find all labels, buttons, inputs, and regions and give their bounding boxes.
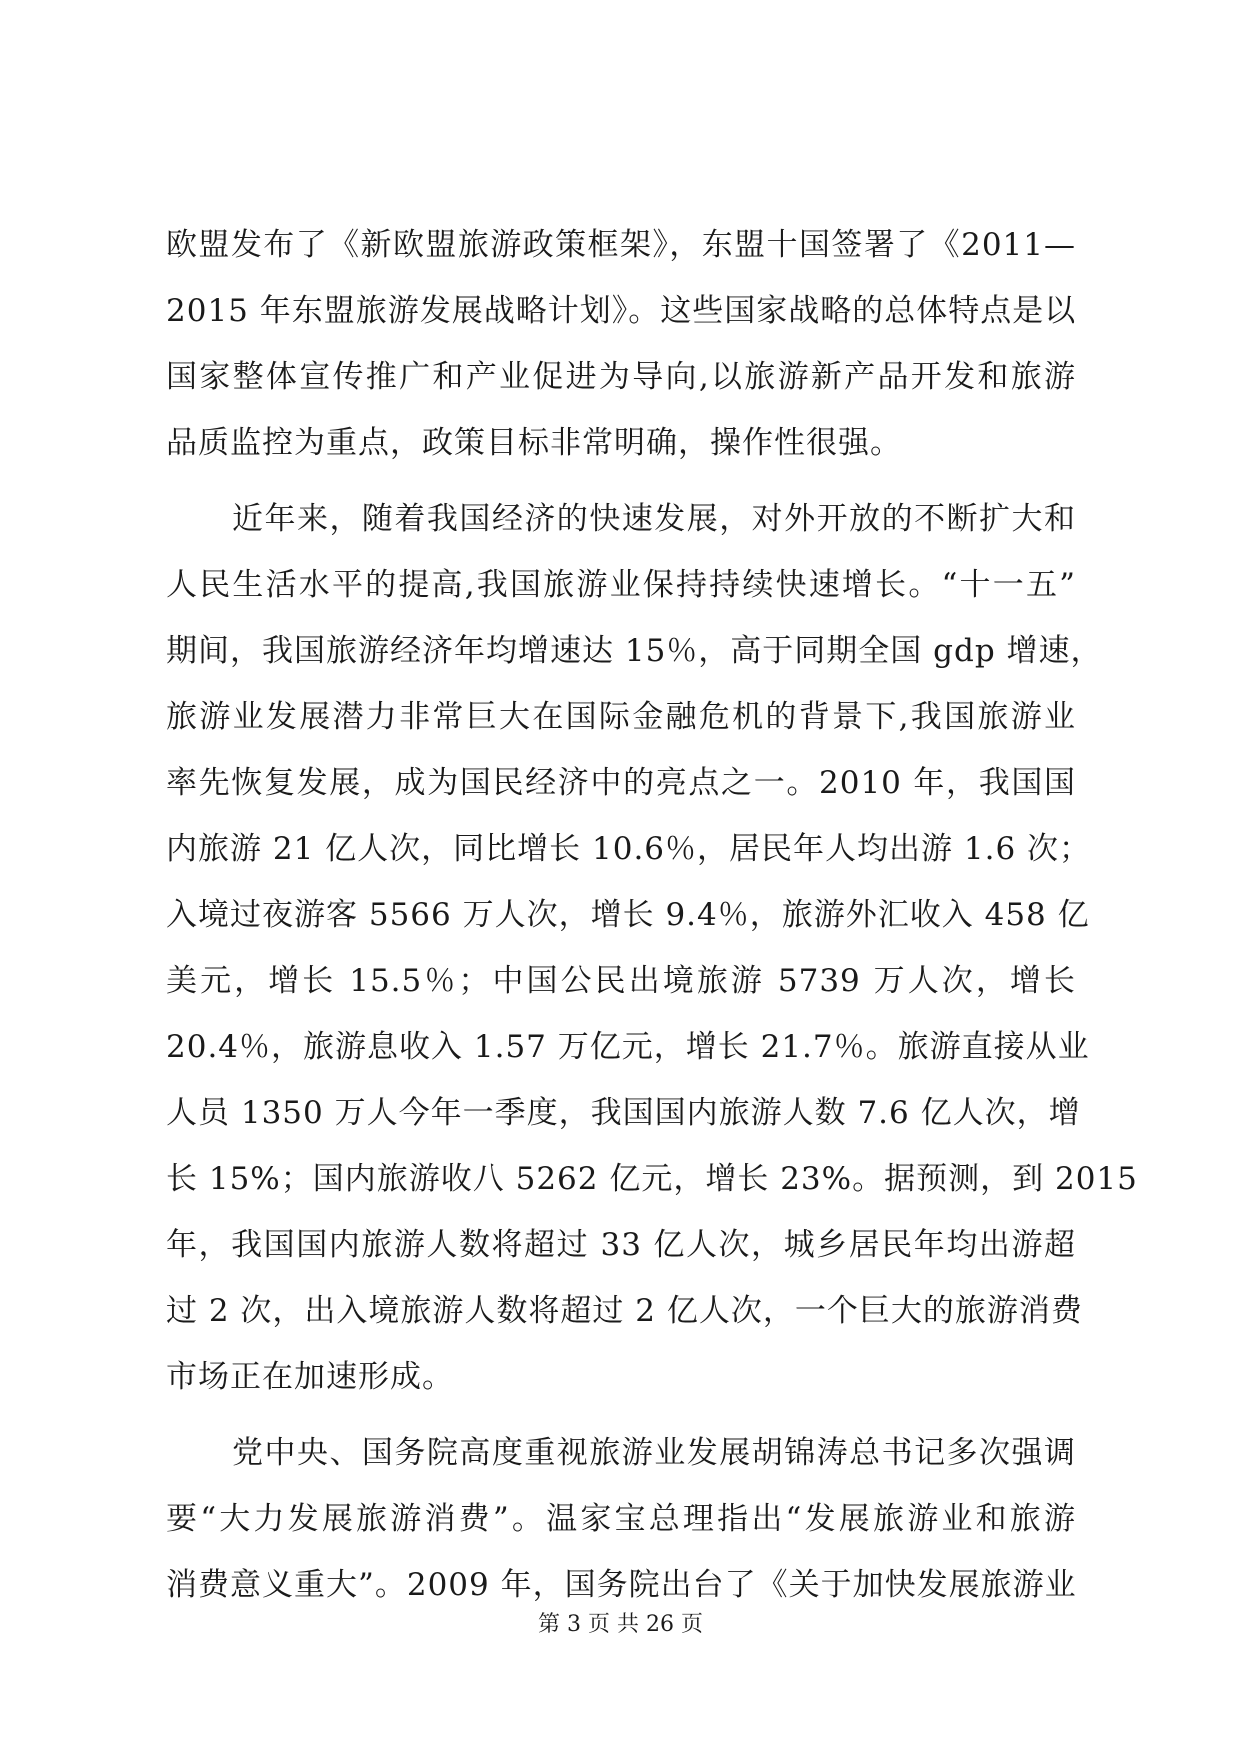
text-line: 旅游业发展潜力非常巨大在国际金融危机的背景下,我国旅游业 — [166, 699, 1076, 735]
paragraph-spacer — [166, 1410, 1076, 1420]
text-line: 品质监控为重点，政策目标非常明确，操作性很强。 — [166, 425, 902, 461]
text-line: 市场正在加速形成。 — [166, 1359, 454, 1395]
text-line: 国家整体宣传推广和产业促进为导向,以旅游新产品开发和旅游 — [166, 359, 1076, 395]
text-line: 人民生活水平的提高,我国旅游业保持持续快速增长。“十一五” — [166, 567, 1076, 603]
text-line: 率先恢复发展，成为国民经济中的亮点之一。2010 年，我国国 — [166, 765, 1076, 801]
paragraph-1 — [166, 212, 1076, 476]
text-line: 入境过夜游客 5566 万人次，增长 9.4％，旅游外汇收入 458 亿 — [166, 897, 1090, 933]
text-line: 期间，我国旅游经济年均增速达 15％，高于同期全国 gdp 增速， — [166, 633, 1103, 669]
text-line: 欧盟发布了《新欧盟旅游政策框架》，东盟十国签署了《2011— — [166, 227, 1076, 263]
text-line: 内旅游 21 亿人次，同比增长 10.6％，居民年人均出游 1.6 次； — [166, 831, 1092, 867]
paragraph-3 — [166, 1420, 1076, 1618]
text-line: 过 2 次，出入境旅游人数将超过 2 亿人次，一个巨大的旅游消费 — [166, 1293, 1083, 1329]
text-line: 人员 1350 万人今年一季度，我国国内旅游人数 7.6 亿人次，增 — [166, 1095, 1081, 1131]
paragraph-2 — [166, 486, 1138, 1410]
text-line: 要“大力发展旅游消费”。温家宝总理指出“发展旅游业和旅游 — [166, 1501, 1076, 1537]
text-line: 党中央、国务院高度重视旅游业发展胡锦涛总书记多次强调 — [232, 1435, 1076, 1471]
text-line: 20.4％，旅游息收入 1.57 万亿元，增长 21.7％。旅游直接从业 — [166, 1029, 1090, 1065]
text-line: 2015 年东盟旅游发展战略计划》。这些国家战略的总体特点是以 — [166, 293, 1077, 329]
text-line: 美元，增长 15.5％；中国公民出境旅游 5739 万人次，增长 — [166, 963, 1076, 999]
document-body — [166, 212, 1138, 1618]
text-line: 消费意义重大”。2009 年，国务院出台了《关于加快发展旅游业 — [166, 1567, 1077, 1603]
text-line: 近年来，随着我国经济的快速发展，对外开放的不断扩大和 — [232, 501, 1076, 537]
text-line: 长 15%；国内旅游收八 5262 亿元，增长 23%。据预测，到 2015 — [166, 1161, 1138, 1197]
text-line: 年，我国国内旅游人数将超过 33 亿人次，城乡居民年均出游超 — [166, 1227, 1076, 1263]
page-number-footer: 第 3 页 共 26 页 — [538, 1612, 703, 1637]
paragraph-spacer — [166, 476, 1076, 486]
